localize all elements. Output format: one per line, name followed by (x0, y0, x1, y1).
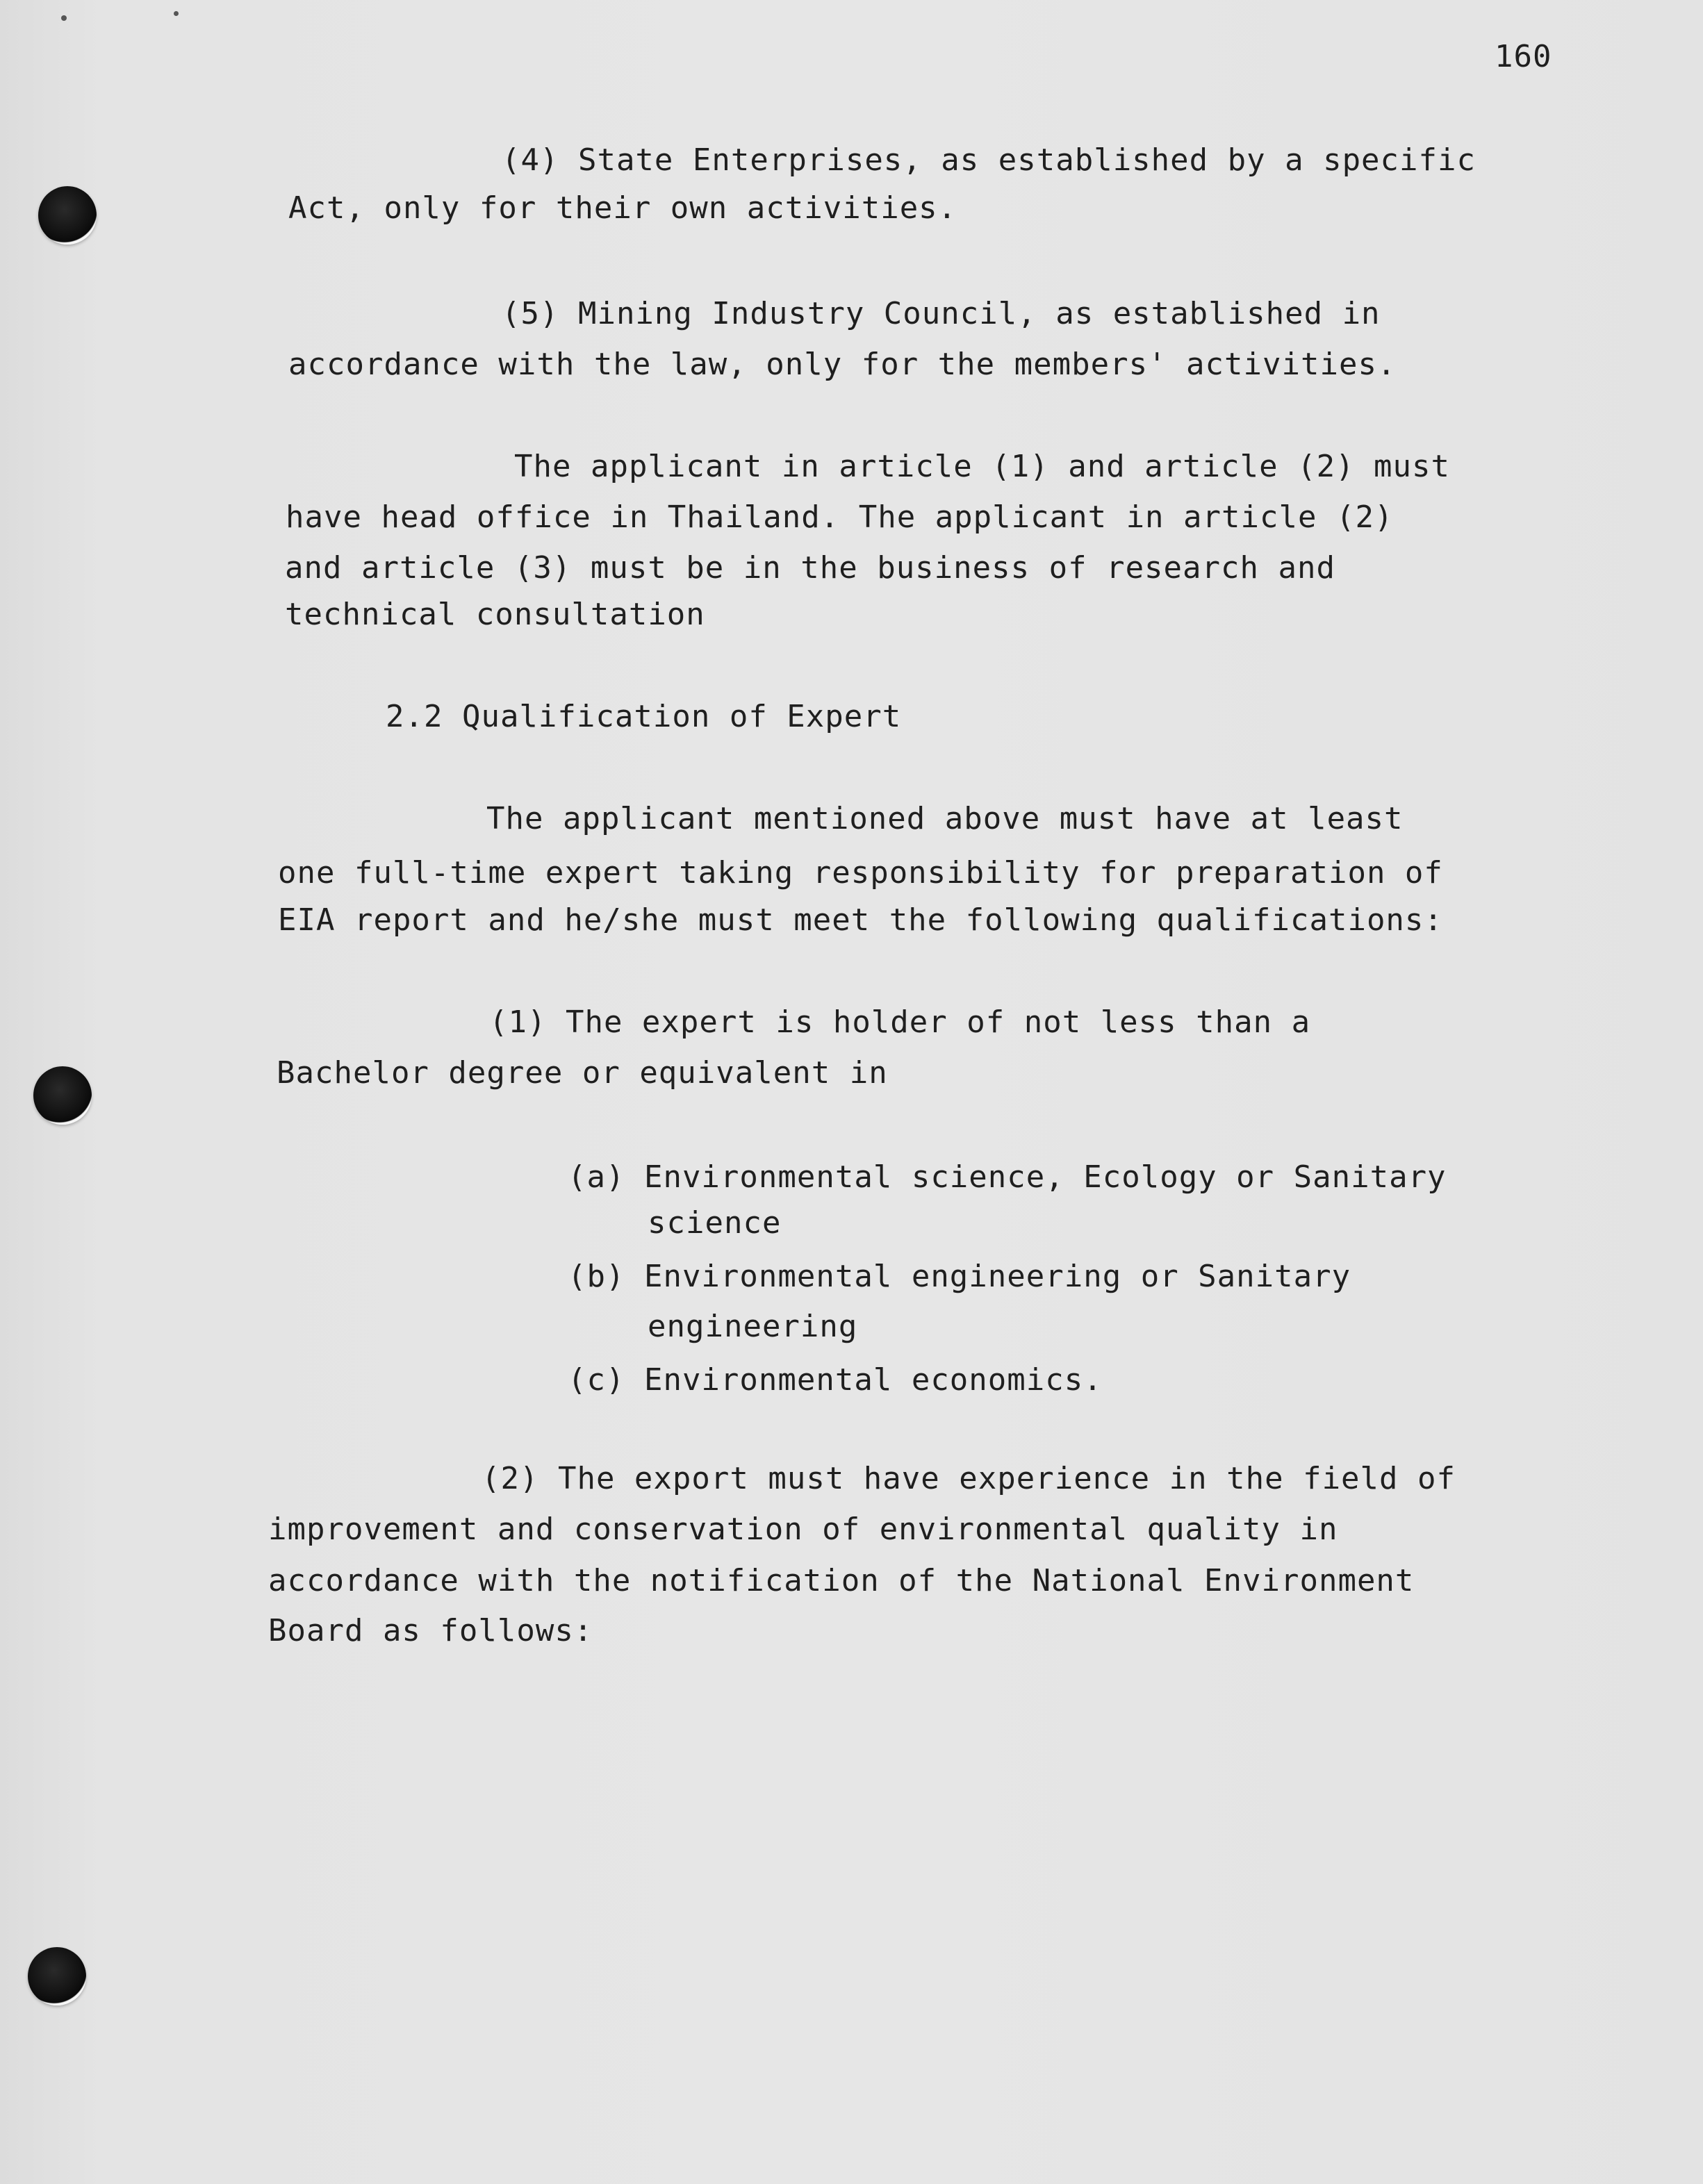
text-line: accordance with the law, only for the members' activities. (288, 347, 1397, 382)
section-heading: 2.2 Qualification of Expert (386, 699, 902, 734)
list-item-b: (b) Environmental engineering or Sanitary (568, 1259, 1351, 1294)
list-item-c: (c) Environmental economics. (568, 1362, 1103, 1398)
text-line: improvement and conservation of environmental quality in (268, 1512, 1338, 1547)
list-item-a: (a) Environmental science, Ecology or Sanitary (568, 1159, 1447, 1195)
list-item-b-cont: engineering (648, 1309, 858, 1344)
text-line: one full-time expert taking responsibility for preparation of (278, 855, 1443, 891)
text-line: The applicant in article (1) and article (2) must (514, 449, 1451, 484)
punch-hole-bottom (28, 1947, 86, 2005)
punch-hole-top (38, 186, 97, 245)
text-line: (2) The export must have experience in the field of (482, 1461, 1456, 1496)
text-line: EIA report and he/she must meet the following qualifications: (278, 902, 1443, 938)
page-number: 160 (1495, 39, 1552, 74)
text-line: Board as follows: (268, 1613, 593, 1648)
text-line: accordance with the notification of the National Environment (268, 1563, 1415, 1598)
text-line: and article (3) must be in the business of research and (285, 550, 1335, 586)
punch-hole-middle (33, 1066, 92, 1125)
text-line: (4) State Enterprises, as established by a specific (502, 142, 1476, 178)
text-line: (5) Mining Industry Council, as established in (502, 296, 1381, 331)
text-line: Act, only for their own activities. (288, 190, 957, 226)
list-item-a-cont: science (648, 1205, 782, 1241)
paper-speck (61, 15, 67, 21)
text-line: The applicant mentioned above must have at least (486, 801, 1404, 836)
text-line: have head office in Thailand. The applicant in article (2) (286, 499, 1394, 535)
text-line: (1) The expert is holder of not less than a (489, 1004, 1311, 1040)
text-line: technical consultation (285, 597, 705, 632)
text-line: Bachelor degree or equivalent in (277, 1055, 888, 1091)
paper-speck (174, 11, 179, 16)
